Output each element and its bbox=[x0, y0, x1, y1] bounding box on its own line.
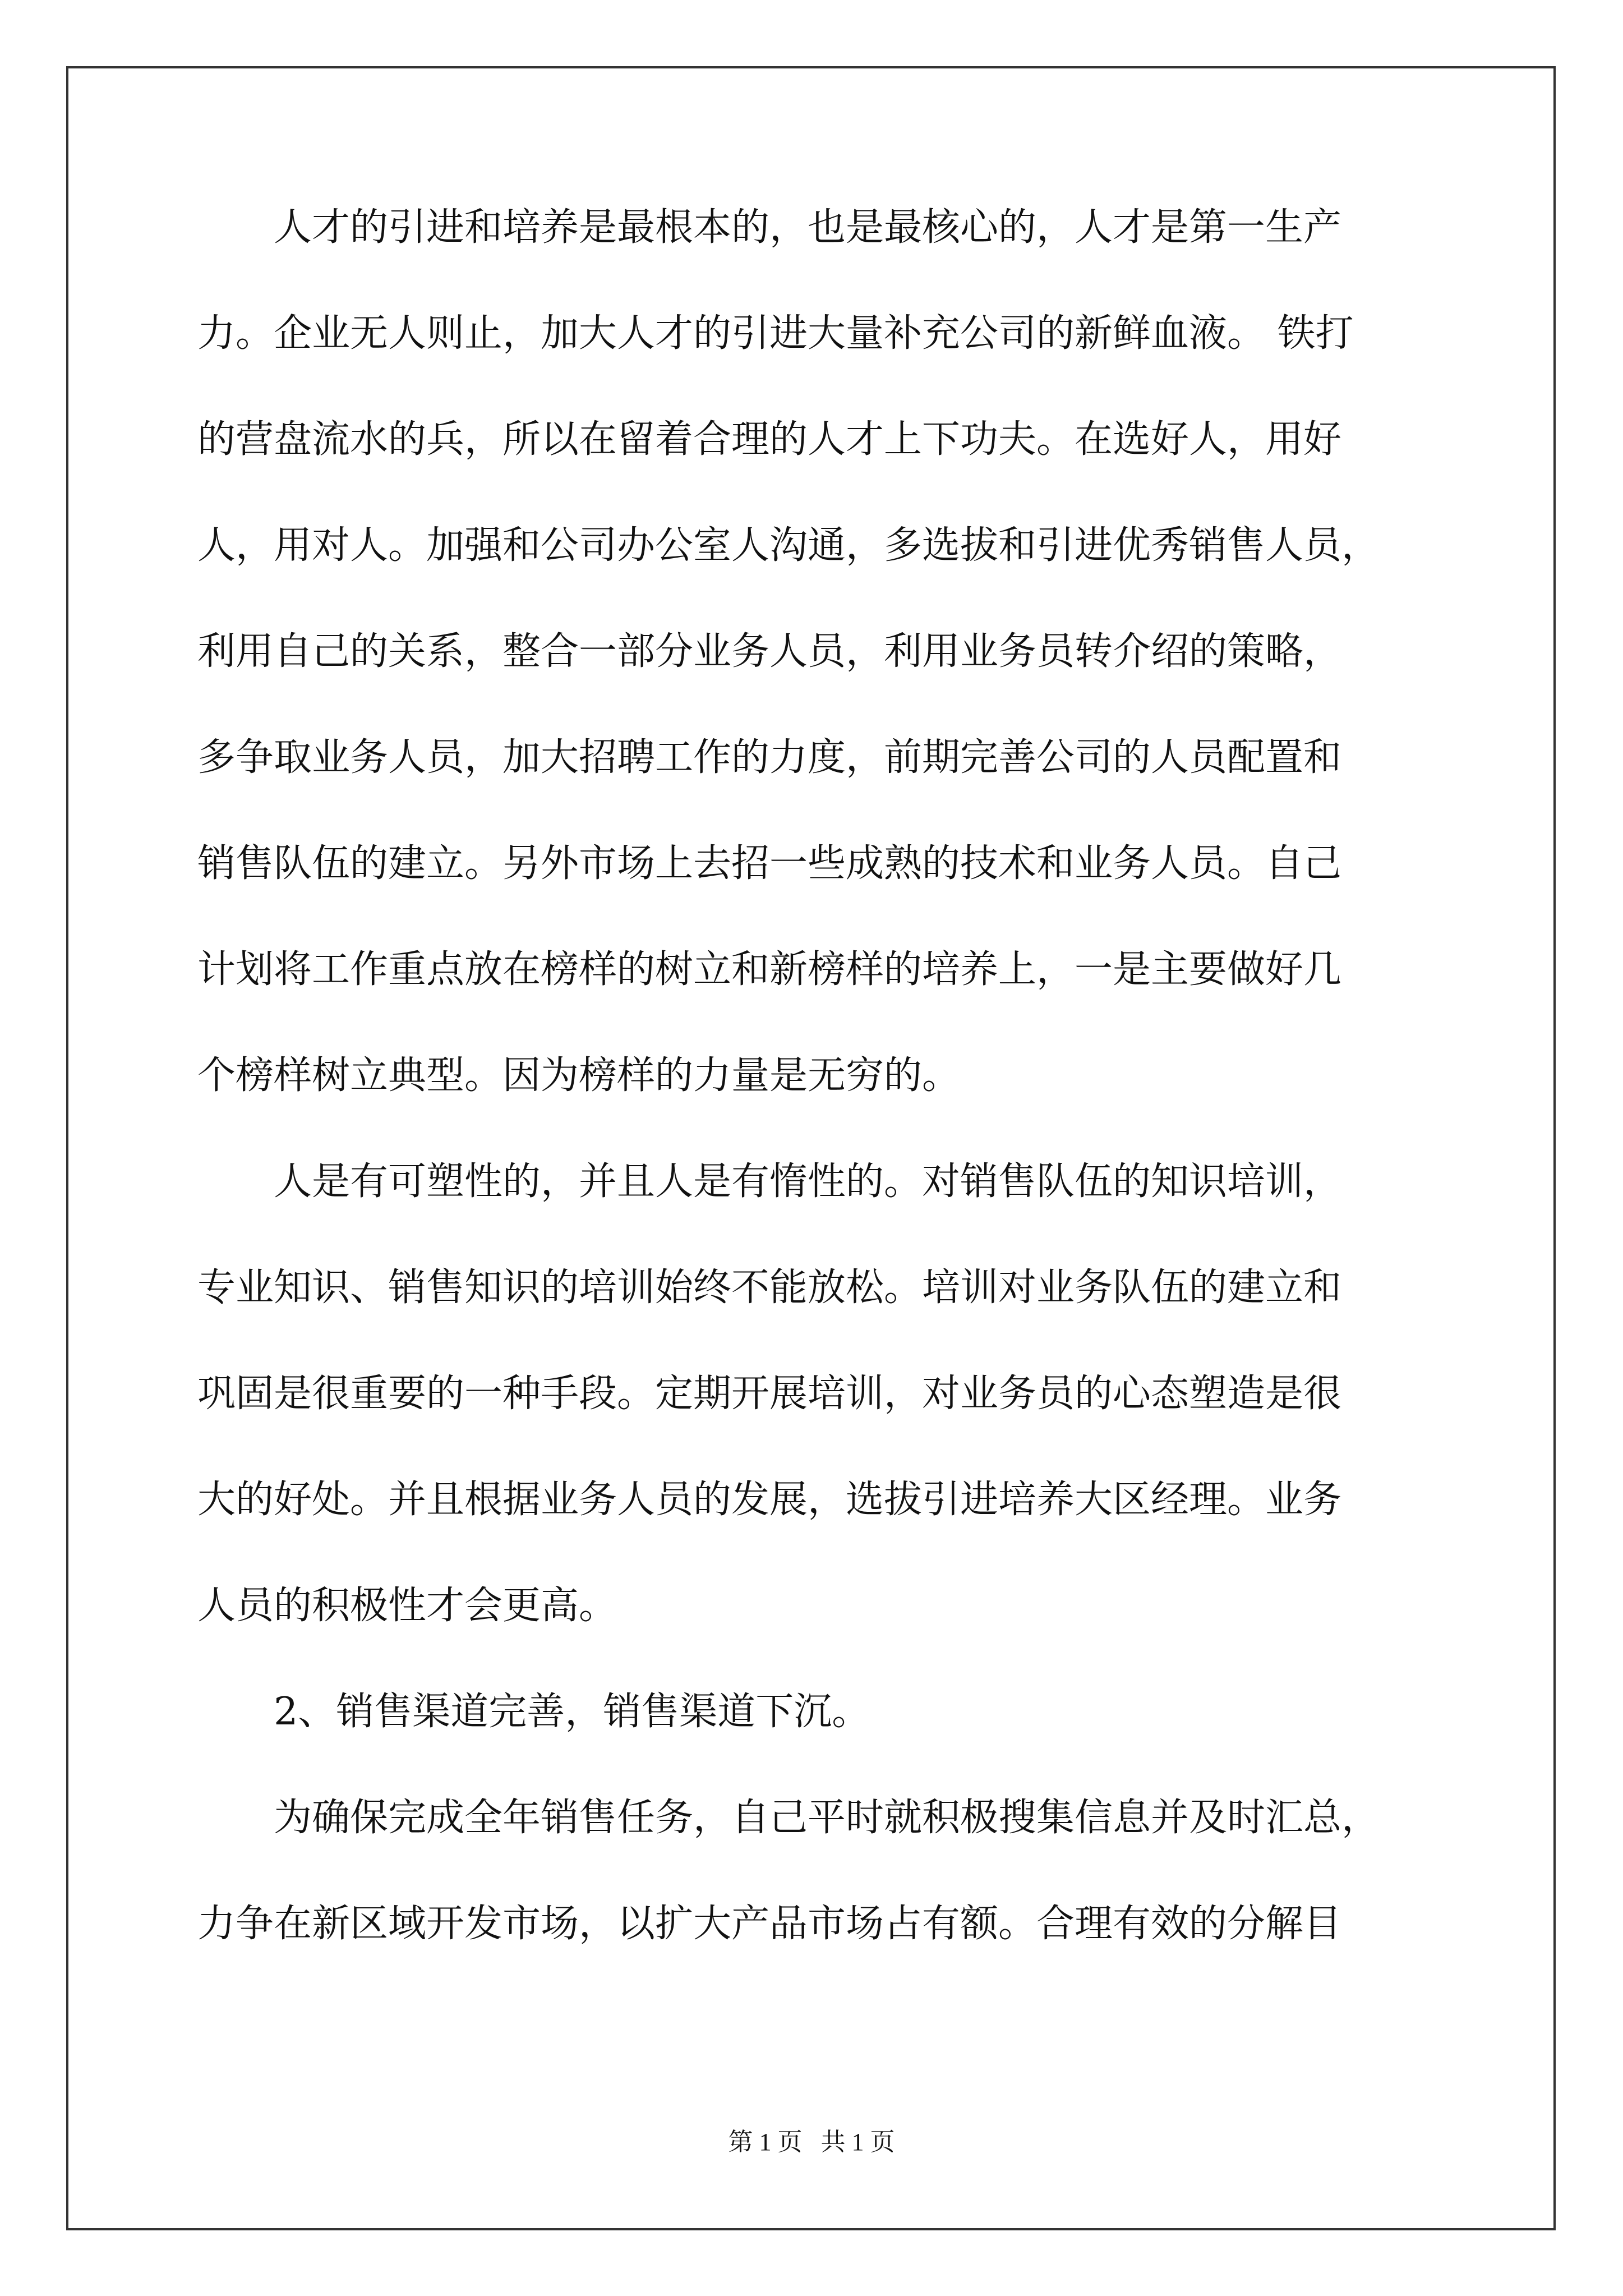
paragraph-line: 人员的积极性才会更高。 bbox=[197, 1584, 617, 1628]
paragraph-line: 力。企业无人则止，加大人才的引进大量补充公司的新鲜血液。 铁打 bbox=[197, 311, 1354, 356]
paragraph-line: 利用自己的关系，整合一部分业务人员，利用业务员转介绍的策略， bbox=[197, 629, 1342, 674]
page-number-footer: 第 1 页 共 1 页 bbox=[728, 2128, 895, 2156]
paragraph-line: 人是有可塑性的，并且人是有惰性的。对销售队伍的知识培训， bbox=[274, 1159, 1342, 1204]
paragraph-line: 人才的引进和培养是最根本的，也是最核心的，人才是第一生产 bbox=[274, 205, 1342, 250]
paragraph-line: 力争在新区域开发市场，以扩大产品市场占有额。合理有效的分解目 bbox=[197, 1902, 1342, 1946]
paragraph-line: 巩固是很重要的一种手段。定期开展培训，对业务员的心态塑造是很 bbox=[197, 1372, 1342, 1416]
paragraph-line: 为确保完成全年销售任务，自己平时就积极搜集信息并及时汇总， bbox=[274, 1796, 1380, 1840]
paragraph-line: 专业知识、销售知识的培训始终不能放松。培训对业务队伍的建立和 bbox=[197, 1266, 1342, 1310]
section-heading: 2、销售渠道完善，销售渠道下沉。 bbox=[274, 1690, 870, 1734]
document-body bbox=[197, 194, 1437, 1996]
paragraph-line: 多争取业务人员，加大招聘工作的力度，前期完善公司的人员配置和 bbox=[197, 735, 1342, 780]
paragraph-line: 销售队伍的建立。另外市场上去招一些成熟的技术和业务人员。自己 bbox=[197, 841, 1342, 886]
paragraph-line: 计划将工作重点放在榜样的树立和新榜样的培养上，一是主要做好几 bbox=[197, 947, 1342, 992]
paragraph-line: 大的好处。并且根据业务人员的发展，选拔引进培养大区经理。业务 bbox=[197, 1478, 1342, 1522]
paragraph-line: 人，用对人。加强和公司办公室人沟通，多选拔和引进优秀销售人员， bbox=[197, 523, 1380, 568]
paragraph-line: 个榜样树立典型。因为榜样的力量是无穷的。 bbox=[197, 1053, 961, 1098]
paragraph-line: 的营盘流水的兵，所以在留着合理的人才上下功夫。在选好人，用好 bbox=[197, 417, 1342, 462]
